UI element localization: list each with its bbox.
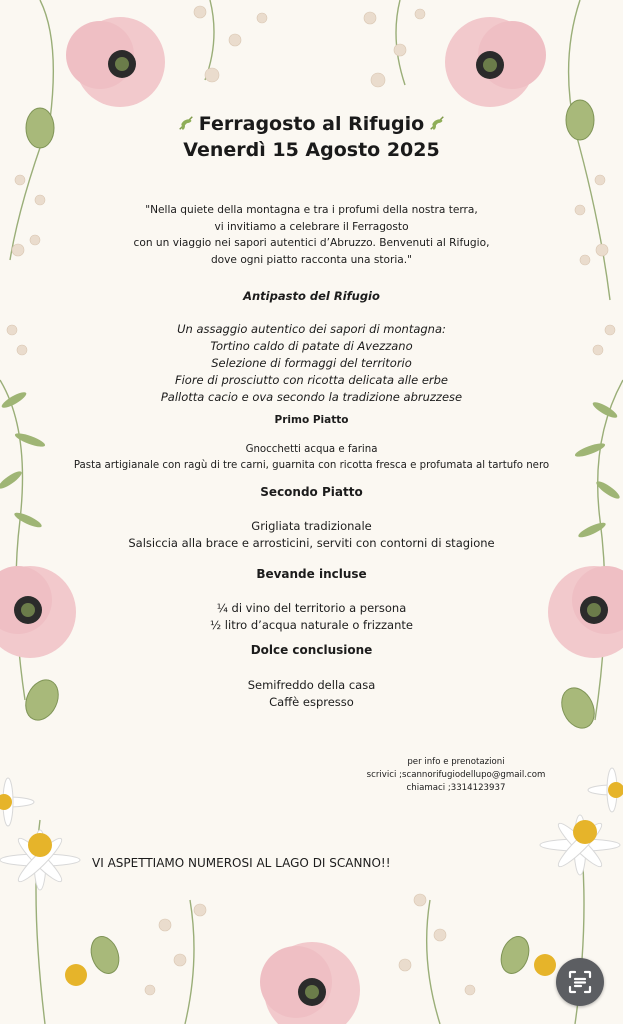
bevande-heading: Bevande incluse [256, 567, 367, 581]
menu-item: Pasta artigianale con ragù di tre carni, guarnita con ricotta fresca e profumata al tartufo nero [73, 460, 550, 471]
menu-item: Salsiccia alla brace e arrosticini, serviti con contorni di stagione [128, 536, 495, 550]
intro-line: "Nella quiete della montagna e tra i profumi della nostra terra, [145, 204, 478, 216]
intro-quote [0, 202, 623, 268]
antipasto-heading: Antipasto del Rifugio [243, 289, 380, 303]
poppy-top-left [66, 17, 165, 107]
text-scan-button[interactable] [556, 958, 604, 1006]
contact-info [350, 756, 562, 795]
closing-message: VI ASPETTIAMO NUMEROSI AL LAGO DI SCANNO!! [92, 856, 391, 870]
menu-item: Caffè espresso [269, 695, 354, 709]
herb-leaf-icon [428, 114, 446, 132]
secondo-heading: Secondo Piatto [260, 485, 363, 499]
poppy-bottom-center [260, 942, 360, 1024]
menu-item: Pallotta cacio e ova secondo la tradizione abruzzese [160, 390, 463, 404]
menu-item: ½ litro d’acqua naturale o frizzante [210, 618, 413, 632]
dolce-heading: Dolce conclusione [250, 643, 373, 657]
menu-item: Fiore di prosciutto con ricotta delicata alle erbe [174, 373, 449, 387]
antipasto-items [0, 321, 623, 406]
contact-phone[interactable]: chiamaci ;3314123937 [406, 783, 506, 793]
intro-line: vi invitiamo a celebrare il Ferragosto [214, 220, 409, 233]
intro-line: dove ogni piatto racconta una storia." [210, 253, 413, 266]
menu-item: Selezione di formaggi del territorio [211, 356, 412, 370]
primo-heading: Primo Piatto [274, 414, 349, 426]
menu-item: ¼ di vino del territorio a persona [216, 601, 407, 615]
primo-items [0, 442, 623, 474]
bevande-items [0, 600, 623, 634]
poppy-top-right [445, 17, 546, 107]
intro-line: con un viaggio nei sapori autentici d’Abruzzo. Benvenuti al Rifugio, [133, 237, 490, 250]
menu-item: Un assaggio autentico dei sapori di montagna: [177, 322, 446, 336]
contact-email[interactable]: scrivici ;scannorifugiodellupo@gmail.com [366, 770, 546, 780]
menu-item: Grigliata tradizionale [251, 519, 372, 533]
menu-item: Tortino caldo di patate di Avezzano [210, 339, 413, 353]
event-date: Venerdì 15 Agosto 2025 [183, 139, 440, 161]
event-title [0, 111, 623, 163]
secondo-items [0, 518, 623, 552]
text-scan-icon [556, 958, 604, 1006]
menu-item: Gnocchetti acqua e farina [245, 444, 378, 455]
menu-item: Semifreddo della casa [247, 678, 376, 692]
dolce-items [0, 677, 623, 711]
herb-leaf-icon [177, 114, 195, 132]
contact-label: per info e prenotazioni [407, 757, 505, 767]
title-text: Ferragosto al Rifugio [198, 113, 425, 135]
daisies [0, 768, 623, 986]
title-line-1 [0, 111, 623, 137]
